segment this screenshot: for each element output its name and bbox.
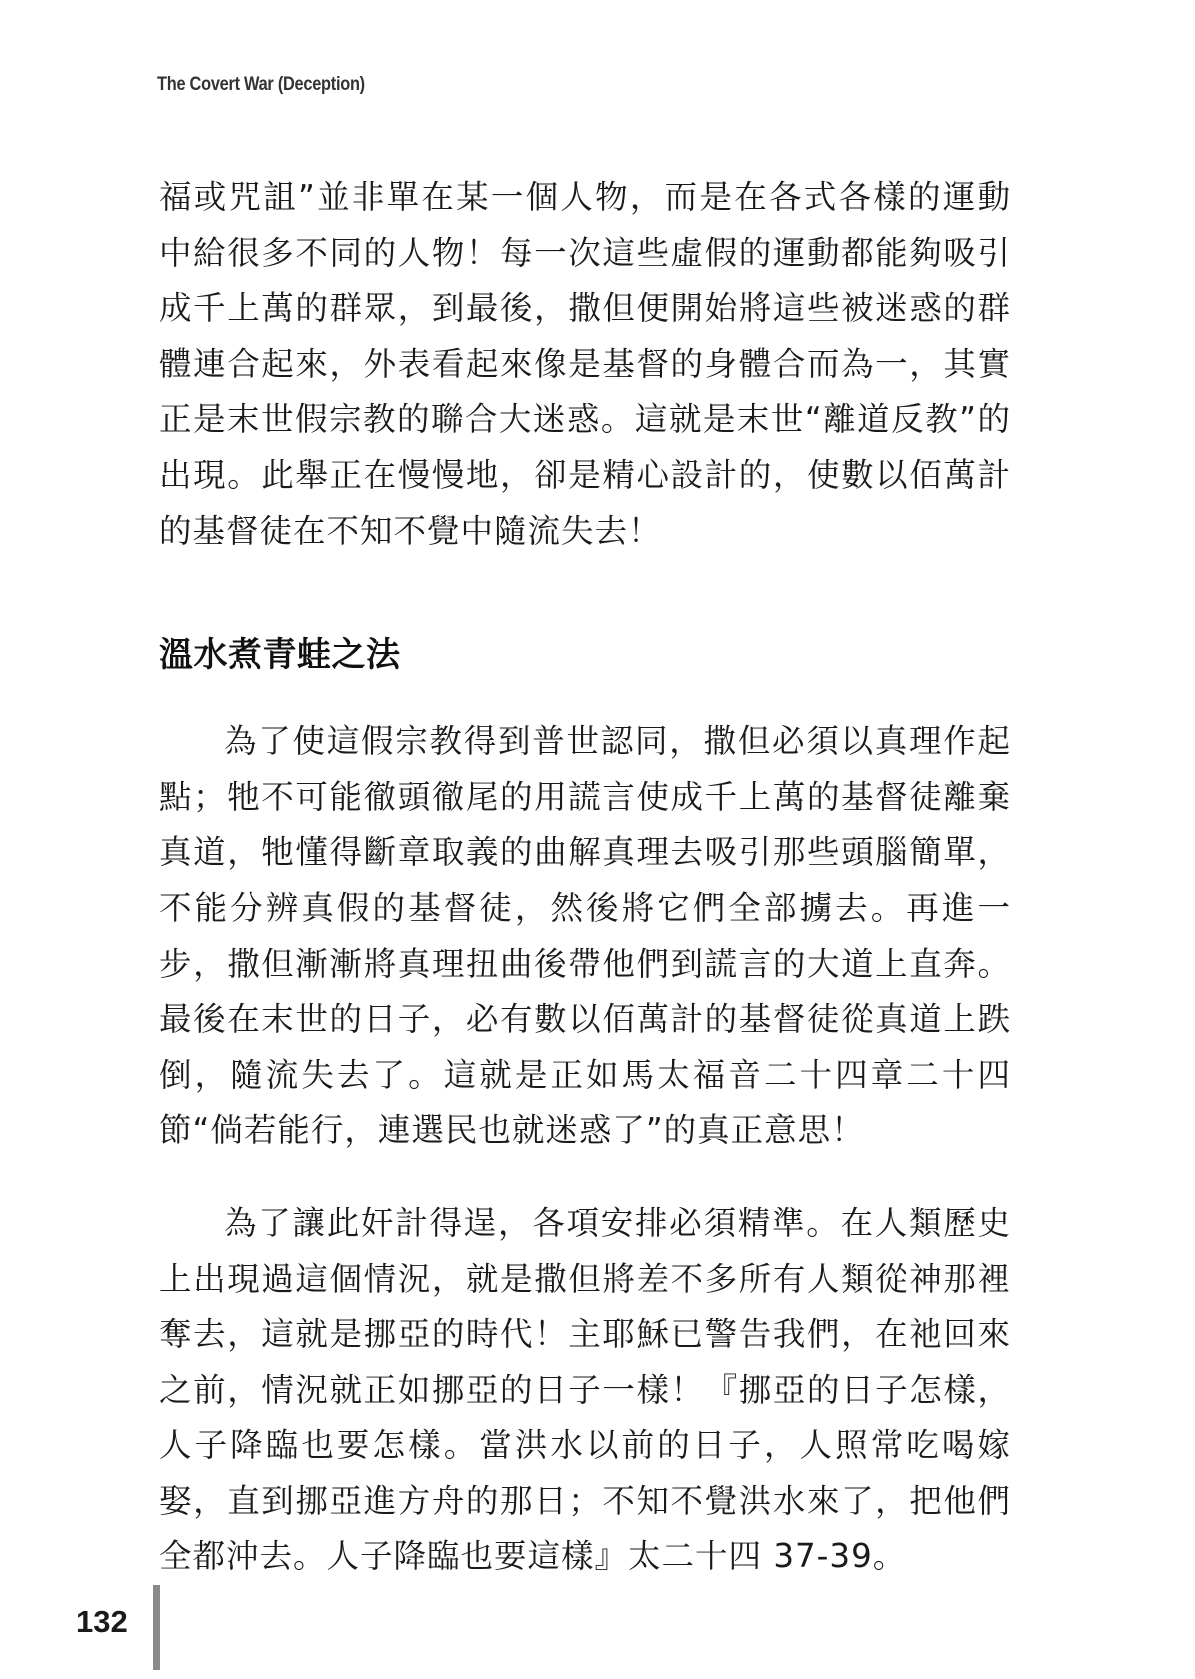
paragraph-1: 福或咒詛”並非單在某一個人物，而是在各式各樣的運動中給很多不同的人物！每一次這些虛假的運動都能夠吸引成千上萬的群眾，到最後，撒但便開始將這些被迷惑的群體連合起來，外表看起來像是基督的身體合而為一，其實正是末世假宗教的聯合大迷惑。這就是末世“離道反教”的出現。此舉正在慢慢地，卻是精心設計的，使數以佰萬計的基督徒在不知不覺中隨流失去！ xyxy=(159,178,1011,550)
paragraph-2: 為了使這假宗教得到普世認同，撒但必須以真理作起點；牠不可能徹頭徹尾的用謊言使成千上萬的基督徒離棄真道，牠懂得斷章取義的曲解真理去吸引那些頭腦簡單，不能分辨真假的基督徒，然後將它們全部擄去。再進一步，撒但漸漸將真理扭曲後帶他們到謊言的大道上直奔。最後在末世的日子，必有數以佰萬計的基督徒從真道上跌倒，隨流失去了。這就是正如馬太福音二十四章二十四節“倘若能行，連選民也就迷惑了”的真正意思！ xyxy=(159,722,1011,1150)
paragraph-3: 為了讓此奸計得逞，各項安排必須精準。在人類歷史上出現過這個情況，就是撒但將差不多所有人類從神那裡奪去，這就是挪亞的時代！主耶穌已警告我們，在祂回來之前，情況就正如挪亞的日子一樣！『挪亞的日子怎樣，人子降臨也要怎樣。當洪水以前的日子，人照常吃喝嫁娶，直到挪亞進方舟的那日；不知不覺洪水來了，把他們全都沖去。人子降臨也要這樣』太二十四 37-39。 xyxy=(159,1203,1011,1576)
page-number-divider xyxy=(153,1585,160,1670)
running-header-title: The Covert War (Deception) xyxy=(157,74,365,95)
page-number: 132 xyxy=(76,1604,128,1639)
section-heading: 溫水煮青蛙之法 xyxy=(159,635,401,676)
page-content xyxy=(159,170,1011,1585)
